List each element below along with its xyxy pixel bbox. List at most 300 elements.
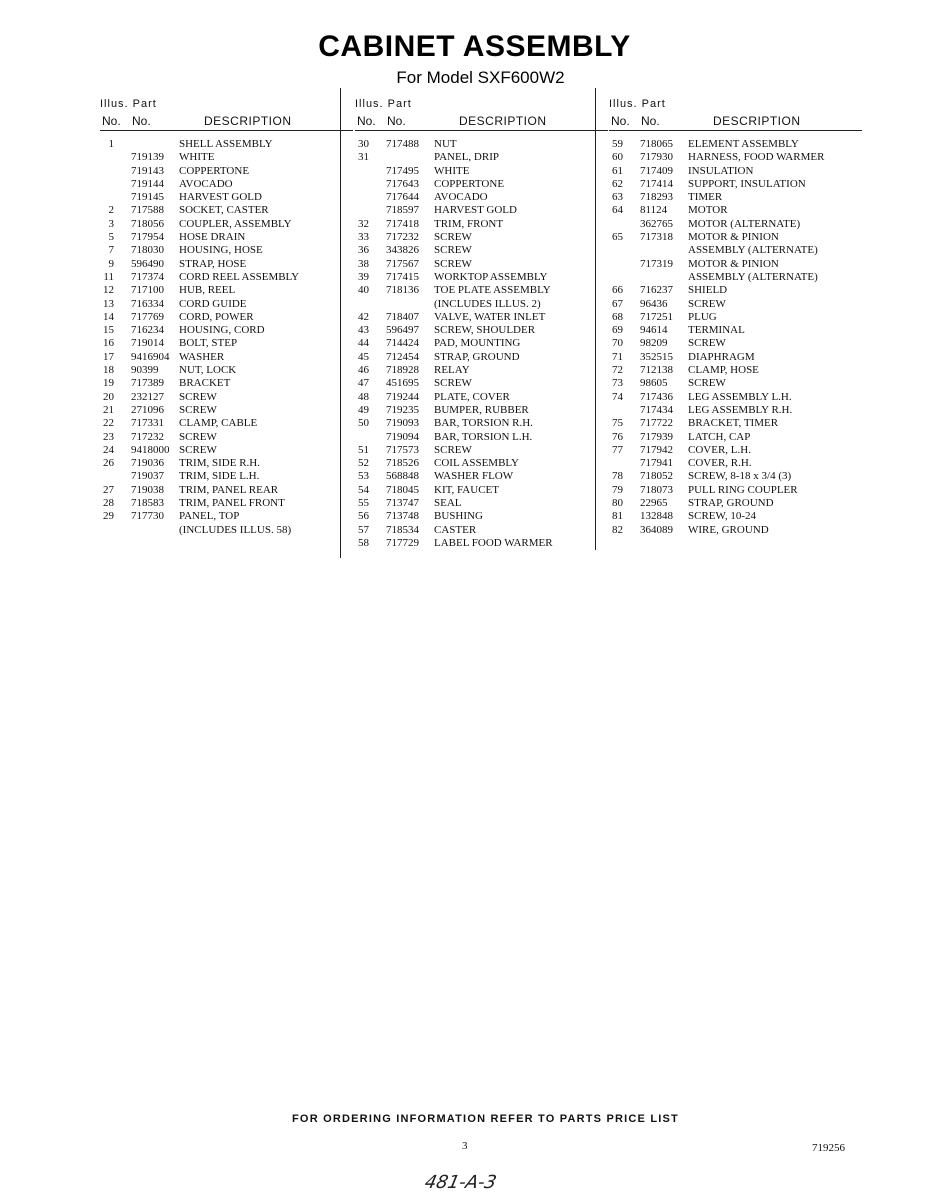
part-number: 719235 bbox=[386, 403, 419, 416]
part-number: 712454 bbox=[386, 350, 419, 363]
part-row bbox=[100, 351, 350, 364]
illus-number: 70 bbox=[612, 337, 623, 350]
part-row bbox=[100, 324, 350, 337]
part-number: 717730 bbox=[131, 510, 164, 523]
part-row bbox=[609, 178, 859, 191]
illus-number: 71 bbox=[612, 350, 623, 363]
part-number: 717643 bbox=[386, 177, 419, 190]
illus-number: 19 bbox=[103, 377, 114, 390]
part-number: 717495 bbox=[386, 164, 419, 177]
part-row bbox=[609, 231, 859, 244]
part-row bbox=[609, 284, 859, 297]
illus-number: 75 bbox=[612, 417, 623, 430]
part-row bbox=[355, 271, 605, 284]
part-row bbox=[355, 231, 605, 244]
illus-number: 31 bbox=[358, 151, 369, 164]
part-number: 717414 bbox=[640, 177, 673, 190]
part-number: 718928 bbox=[386, 364, 419, 377]
part-number: 717331 bbox=[131, 417, 164, 430]
part-row bbox=[100, 244, 350, 257]
part-description: COVER, L.H. bbox=[688, 443, 751, 456]
part-description: KIT, FAUCET bbox=[434, 483, 499, 496]
part-number: 717644 bbox=[386, 191, 419, 204]
part-description: SOCKET, CASTER bbox=[179, 204, 269, 217]
part-description: ASSEMBLY (ALTERNATE) bbox=[688, 270, 818, 283]
illus-number: 40 bbox=[358, 284, 369, 297]
part-number: 232127 bbox=[131, 390, 164, 403]
illus-number: 69 bbox=[612, 324, 623, 337]
part-row bbox=[100, 231, 350, 244]
part-description: VALVE, WATER INLET bbox=[434, 310, 546, 323]
part-description: SCREW bbox=[434, 377, 472, 390]
illus-part-header: Illus. Part bbox=[609, 98, 666, 110]
part-description: TRIM, PANEL FRONT bbox=[179, 497, 285, 510]
illus-number: 26 bbox=[103, 457, 114, 470]
part-description: BOLT, STEP bbox=[179, 337, 238, 350]
illus-number: 28 bbox=[103, 497, 114, 510]
part-description: CLAMP, HOSE bbox=[688, 364, 759, 377]
illus-no-header: No. bbox=[611, 114, 630, 128]
parts-list bbox=[100, 138, 350, 537]
part-row bbox=[609, 431, 859, 444]
illus-number: 38 bbox=[358, 257, 369, 270]
part-description: STRAP, GROUND bbox=[688, 497, 774, 510]
part-row bbox=[100, 311, 350, 324]
part-number: 717722 bbox=[640, 417, 673, 430]
part-number: 94614 bbox=[640, 324, 668, 337]
part-row bbox=[100, 417, 350, 430]
part-description: WHITE bbox=[179, 151, 215, 164]
illus-number: 36 bbox=[358, 244, 369, 257]
part-description: DIAPHRAGM bbox=[688, 350, 755, 363]
illus-number: 33 bbox=[358, 231, 369, 244]
part-description: MOTOR bbox=[688, 204, 728, 217]
part-number: 719244 bbox=[386, 390, 419, 403]
part-row bbox=[100, 138, 350, 151]
part-description: ASSEMBLY (ALTERNATE) bbox=[688, 244, 818, 257]
part-description: (INCLUDES ILLUS. 2) bbox=[434, 297, 541, 310]
part-number: 451695 bbox=[386, 377, 419, 390]
description-header: DESCRIPTION bbox=[204, 114, 292, 128]
column-header bbox=[100, 94, 350, 132]
part-number: 364089 bbox=[640, 523, 673, 536]
part-number: 717319 bbox=[640, 257, 673, 270]
part-number: 719094 bbox=[386, 430, 419, 443]
part-description: LATCH, CAP bbox=[688, 430, 751, 443]
illus-number: 77 bbox=[612, 443, 623, 456]
parts-column-3 bbox=[609, 94, 859, 537]
part-number: 719143 bbox=[131, 164, 164, 177]
part-number: 596490 bbox=[131, 257, 164, 270]
part-number: 596497 bbox=[386, 324, 419, 337]
illus-number: 65 bbox=[612, 231, 623, 244]
part-number: 96436 bbox=[640, 297, 668, 310]
part-row bbox=[355, 311, 605, 324]
part-number: 568848 bbox=[386, 470, 419, 483]
part-number: 343826 bbox=[386, 244, 419, 257]
illus-number: 20 bbox=[103, 390, 114, 403]
part-row bbox=[609, 404, 859, 417]
part-row bbox=[609, 258, 859, 271]
part-row bbox=[100, 337, 350, 350]
part-no-header: No. bbox=[132, 114, 151, 128]
part-number: 717436 bbox=[640, 390, 673, 403]
part-number: 22965 bbox=[640, 497, 668, 510]
part-row bbox=[355, 457, 605, 470]
part-number: 717588 bbox=[131, 204, 164, 217]
part-description: WORKTOP ASSEMBLY bbox=[434, 270, 548, 283]
parts-column-1 bbox=[100, 94, 350, 537]
parts-list bbox=[609, 138, 859, 537]
part-description: SCREW bbox=[179, 390, 217, 403]
part-number: 717389 bbox=[131, 377, 164, 390]
illus-number: 23 bbox=[103, 430, 114, 443]
part-description: SCREW bbox=[179, 443, 217, 456]
part-description: COVER, R.H. bbox=[688, 457, 752, 470]
part-row bbox=[355, 258, 605, 271]
illus-number: 47 bbox=[358, 377, 369, 390]
part-row bbox=[609, 271, 859, 284]
part-description: TRIM, PANEL REAR bbox=[179, 483, 279, 496]
part-description: SCREW, SHOULDER bbox=[434, 324, 536, 337]
part-description: CORD GUIDE bbox=[179, 297, 247, 310]
part-number: 717409 bbox=[640, 164, 673, 177]
part-row bbox=[609, 218, 859, 231]
part-row bbox=[609, 324, 859, 337]
part-row bbox=[355, 204, 605, 217]
illus-number: 24 bbox=[103, 443, 114, 456]
part-number: 719014 bbox=[131, 337, 164, 350]
header-rule bbox=[100, 130, 353, 131]
part-description: LEG ASSEMBLY L.H. bbox=[688, 390, 792, 403]
part-number: 98209 bbox=[640, 337, 668, 350]
part-description: AVOCADO bbox=[434, 191, 488, 204]
illus-number: 1 bbox=[108, 138, 114, 150]
part-row bbox=[355, 470, 605, 483]
part-row bbox=[100, 484, 350, 497]
part-description: SUPPORT, INSULATION bbox=[688, 177, 806, 190]
illus-number: 78 bbox=[612, 470, 623, 483]
part-description: LEG ASSEMBLY R.H. bbox=[688, 403, 793, 416]
illus-number: 66 bbox=[612, 284, 623, 297]
document-number: 719256 bbox=[812, 1142, 845, 1154]
part-row bbox=[100, 524, 350, 537]
part-description: TIMER bbox=[688, 191, 723, 204]
model-subtitle: For Model SXF600W2 bbox=[396, 68, 565, 87]
illus-number: 74 bbox=[612, 390, 623, 403]
part-row bbox=[355, 484, 605, 497]
part-description: NUT bbox=[434, 138, 457, 150]
part-description: SCREW bbox=[179, 430, 217, 443]
illus-number: 61 bbox=[612, 164, 623, 177]
part-description: LABEL FOOD WARMER bbox=[434, 536, 553, 549]
illus-number: 45 bbox=[358, 350, 369, 363]
part-number: 132848 bbox=[640, 510, 673, 523]
illus-number: 30 bbox=[358, 138, 369, 150]
part-number: 717100 bbox=[131, 284, 164, 297]
part-row bbox=[609, 311, 859, 324]
part-description: HOUSING, HOSE bbox=[179, 244, 263, 257]
part-description: BAR, TORSION L.H. bbox=[434, 430, 533, 443]
header-rule bbox=[355, 130, 608, 131]
part-number: 717729 bbox=[386, 536, 419, 549]
part-number: 718597 bbox=[386, 204, 419, 217]
part-number: 90399 bbox=[131, 364, 159, 377]
part-number: 714424 bbox=[386, 337, 419, 350]
part-row bbox=[100, 497, 350, 510]
part-description: NUT, LOCK bbox=[179, 364, 237, 377]
part-description: SCREW bbox=[434, 244, 472, 257]
column-header bbox=[355, 94, 605, 132]
part-number: 98605 bbox=[640, 377, 668, 390]
illus-number: 49 bbox=[358, 403, 369, 416]
part-number: 718293 bbox=[640, 191, 673, 204]
part-description: SCREW bbox=[688, 297, 726, 310]
part-row bbox=[355, 218, 605, 231]
part-description: HARVEST GOLD bbox=[434, 204, 517, 217]
illus-number: 67 bbox=[612, 297, 623, 310]
illus-number: 2 bbox=[108, 204, 114, 217]
part-number: 717434 bbox=[640, 403, 673, 416]
illus-number: 56 bbox=[358, 510, 369, 523]
part-number: 716334 bbox=[131, 297, 164, 310]
illus-number: 59 bbox=[612, 138, 623, 150]
part-number: 717930 bbox=[640, 151, 673, 164]
part-row bbox=[100, 298, 350, 311]
part-number: 718045 bbox=[386, 483, 419, 496]
part-row bbox=[355, 497, 605, 510]
part-description: WASHER FLOW bbox=[434, 470, 514, 483]
illus-no-header: No. bbox=[357, 114, 376, 128]
part-row bbox=[100, 431, 350, 444]
part-number: 719093 bbox=[386, 417, 419, 430]
illus-number: 52 bbox=[358, 457, 369, 470]
part-description: BAR, TORSION R.H. bbox=[434, 417, 533, 430]
part-no-header: No. bbox=[641, 114, 660, 128]
illus-number: 58 bbox=[358, 536, 369, 549]
parts-list bbox=[355, 138, 605, 550]
illus-part-header: Illus. Part bbox=[100, 98, 157, 110]
part-row bbox=[100, 391, 350, 404]
part-description: WHITE bbox=[434, 164, 470, 177]
part-description: BRACKET, TIMER bbox=[688, 417, 779, 430]
part-description: TRIM, SIDE L.H. bbox=[179, 470, 260, 483]
part-description: SCREW bbox=[688, 377, 726, 390]
illus-number: 27 bbox=[103, 483, 114, 496]
part-row bbox=[100, 258, 350, 271]
part-row bbox=[609, 417, 859, 430]
part-row bbox=[100, 444, 350, 457]
part-number: 717769 bbox=[131, 310, 164, 323]
part-number: 717415 bbox=[386, 270, 419, 283]
part-description: AVOCADO bbox=[179, 177, 233, 190]
part-description: BRACKET bbox=[179, 377, 231, 390]
part-description: SCREW bbox=[179, 403, 217, 416]
part-number: 718583 bbox=[131, 497, 164, 510]
part-row bbox=[609, 484, 859, 497]
page-number: 3 bbox=[462, 1140, 468, 1152]
illus-number: 13 bbox=[103, 297, 114, 310]
illus-no-header: No. bbox=[102, 114, 121, 128]
part-number: 719038 bbox=[131, 483, 164, 496]
part-row bbox=[355, 524, 605, 537]
part-number: 717939 bbox=[640, 430, 673, 443]
illus-number: 7 bbox=[108, 244, 114, 257]
part-number: 717942 bbox=[640, 443, 673, 456]
part-row bbox=[355, 391, 605, 404]
part-row bbox=[355, 165, 605, 178]
part-number: 718526 bbox=[386, 457, 419, 470]
illus-number: 81 bbox=[612, 510, 623, 523]
part-number: 717374 bbox=[131, 270, 164, 283]
part-number: 717232 bbox=[131, 430, 164, 443]
part-description: SEAL bbox=[434, 497, 462, 510]
ordering-footer: FOR ORDERING INFORMATION REFER TO PARTS PRICE LIST bbox=[292, 1113, 679, 1125]
part-row bbox=[355, 537, 605, 550]
illus-number: 11 bbox=[103, 270, 114, 283]
part-number: 717488 bbox=[386, 138, 419, 150]
part-description: COPPERTONE bbox=[434, 177, 505, 190]
part-description: PANEL, DRIP bbox=[434, 151, 499, 164]
illus-number: 32 bbox=[358, 217, 369, 230]
part-row bbox=[609, 191, 859, 204]
part-row bbox=[355, 417, 605, 430]
part-number: 717251 bbox=[640, 310, 673, 323]
part-description: HUB, REEL bbox=[179, 284, 236, 297]
part-description: TRIM, FRONT bbox=[434, 217, 504, 230]
part-description: MOTOR & PINION bbox=[688, 231, 779, 244]
part-no-header: No. bbox=[387, 114, 406, 128]
part-row bbox=[100, 165, 350, 178]
part-description: SCREW bbox=[434, 257, 472, 270]
part-row bbox=[609, 470, 859, 483]
illus-number: 57 bbox=[358, 523, 369, 536]
part-description: (INCLUDES ILLUS. 58) bbox=[179, 523, 292, 536]
part-row bbox=[609, 497, 859, 510]
part-row bbox=[355, 510, 605, 523]
part-row bbox=[609, 444, 859, 457]
part-row bbox=[609, 244, 859, 257]
part-number: 713748 bbox=[386, 510, 419, 523]
part-row bbox=[355, 351, 605, 364]
part-row bbox=[609, 151, 859, 164]
part-number: 362765 bbox=[640, 217, 673, 230]
illus-number: 29 bbox=[103, 510, 114, 523]
part-description: SCREW bbox=[434, 443, 472, 456]
part-number: 271096 bbox=[131, 403, 164, 416]
illus-number: 64 bbox=[612, 204, 623, 217]
part-row bbox=[609, 391, 859, 404]
part-description: SCREW bbox=[688, 337, 726, 350]
part-description: BUMPER, RUBBER bbox=[434, 403, 529, 416]
illus-number: 80 bbox=[612, 497, 623, 510]
part-description: HARNESS, FOOD WARMER bbox=[688, 151, 825, 164]
part-row bbox=[100, 470, 350, 483]
part-description: PAD, MOUNTING bbox=[434, 337, 521, 350]
part-row bbox=[609, 377, 859, 390]
part-number: 712138 bbox=[640, 364, 673, 377]
part-row bbox=[100, 178, 350, 191]
illus-number: 18 bbox=[103, 364, 114, 377]
part-description: CORD, POWER bbox=[179, 310, 254, 323]
part-description: HARVEST GOLD bbox=[179, 191, 262, 204]
part-description: PANEL, TOP bbox=[179, 510, 240, 523]
part-row bbox=[355, 377, 605, 390]
part-number: 719037 bbox=[131, 470, 164, 483]
part-description: PLUG bbox=[688, 310, 717, 323]
part-number: 716234 bbox=[131, 324, 164, 337]
part-row bbox=[355, 404, 605, 417]
part-description: HOUSING, CORD bbox=[179, 324, 265, 337]
part-number: 717954 bbox=[131, 231, 164, 244]
illus-number: 76 bbox=[612, 430, 623, 443]
part-row bbox=[100, 404, 350, 417]
part-description: SCREW, 8-18 x 3/4 (3) bbox=[688, 470, 792, 483]
part-description: TERMINAL bbox=[688, 324, 745, 337]
part-description: CLAMP, CABLE bbox=[179, 417, 258, 430]
part-row bbox=[609, 165, 859, 178]
illus-number: 46 bbox=[358, 364, 369, 377]
illus-number: 68 bbox=[612, 310, 623, 323]
part-description: TOE PLATE ASSEMBLY bbox=[434, 284, 551, 297]
parts-column-2 bbox=[355, 94, 605, 550]
part-row bbox=[355, 244, 605, 257]
description-header: DESCRIPTION bbox=[713, 114, 801, 128]
part-row bbox=[355, 138, 605, 151]
part-description: WASHER bbox=[179, 350, 225, 363]
illus-number: 72 bbox=[612, 364, 623, 377]
part-description: STRAP, GROUND bbox=[434, 350, 520, 363]
part-number: 717318 bbox=[640, 231, 673, 244]
part-row bbox=[609, 457, 859, 470]
illus-part-header: Illus. Part bbox=[355, 98, 412, 110]
part-description: MOTOR & PINION bbox=[688, 257, 779, 270]
illus-number: 54 bbox=[358, 483, 369, 496]
illus-number: 43 bbox=[358, 324, 369, 337]
part-row bbox=[609, 298, 859, 311]
part-number: 718534 bbox=[386, 523, 419, 536]
illus-number: 50 bbox=[358, 417, 369, 430]
part-row bbox=[100, 457, 350, 470]
part-description: TRIM, SIDE R.H. bbox=[179, 457, 260, 470]
part-row bbox=[100, 191, 350, 204]
part-description: PLATE, COVER bbox=[434, 390, 510, 403]
part-row bbox=[609, 337, 859, 350]
part-number: 81124 bbox=[640, 204, 668, 217]
header-rule bbox=[609, 130, 862, 131]
part-row bbox=[100, 284, 350, 297]
part-row bbox=[609, 524, 859, 537]
illus-number: 14 bbox=[103, 310, 114, 323]
part-number: 718065 bbox=[640, 138, 673, 150]
part-number: 717418 bbox=[386, 217, 419, 230]
part-number: 718136 bbox=[386, 284, 419, 297]
part-description: HOSE DRAIN bbox=[179, 231, 246, 244]
part-description: CASTER bbox=[434, 523, 477, 536]
part-row bbox=[100, 510, 350, 523]
part-row bbox=[355, 324, 605, 337]
part-number: 718407 bbox=[386, 310, 419, 323]
illus-number: 15 bbox=[103, 324, 114, 337]
part-row bbox=[100, 218, 350, 231]
part-description: COPPERTONE bbox=[179, 164, 250, 177]
page-title: CABINET ASSEMBLY bbox=[318, 30, 631, 63]
part-row bbox=[355, 364, 605, 377]
handwritten-note: 481-A-3 bbox=[422, 1172, 499, 1193]
part-number: 713747 bbox=[386, 497, 419, 510]
part-number: 9416904 bbox=[131, 350, 170, 363]
part-number: 718056 bbox=[131, 217, 164, 230]
